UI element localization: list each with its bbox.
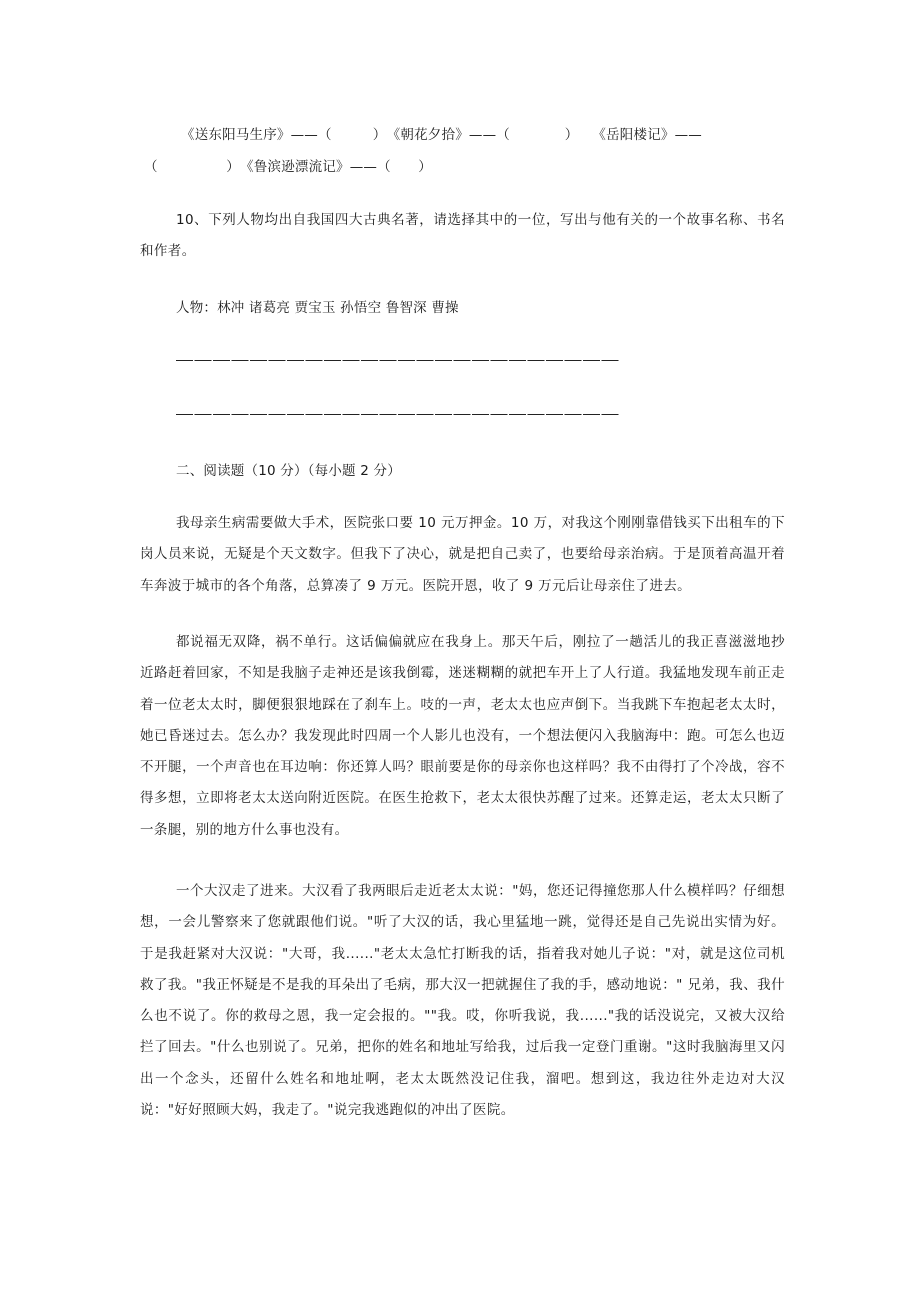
answer-line-2: [176, 414, 620, 415]
passage-paragraph-3: 一个大汉走了进来。大汉看了我两眼后走近老太太说："妈，您还记得撞您那人什么模样吗？仔细想想，一会儿警察来了您就跟他们说。"听了大汉的话，我心里猛地一跳，觉得还是自己先说出实情为好。于是我赶紧对大汉说："大哥，我......"老太太急忙打断我的话，指着我对她儿子说："对，就是这位司机救了我。"我正怀疑是不是我的耳朵出了毛病，那大汉一把就握住了我的手，感动地说：" 兄弟，我、我什么也不说了。你的救母之恩，我一定会报的。""我。哎，你听我说，我......"我的话没说完，又被大汉给拦了回去。"什么也别说了。兄弟，把你的姓名和地址写给我，过后我一定登门重谢。"这时我脑海里又闪出一个念头，还留什么姓名和地址啊，老太太既然没记住我，溜吧。想到这，我边往外走边对大汉说："好好照顾大妈，我走了。"说完我逃跑似的冲出了医院。: [140, 883, 785, 1119]
passage-paragraph-2: 都说福无双降，祸不单行。这话偏偏就应在我身上。那天午后，刚拉了一趟活儿的我正喜滋滋地抄近路赶着回家，不知是我脑子走神还是该我倒霉，迷迷糊糊的就把车开上了人行道。我猛地发现车前正走着一位老太太时，脚便狠狠地踩在了刹车上。吱的一声，老太太也应声倒下。当我跳下车抱起老太太时，她已昏迷过去。怎么办？我发现此时四周一个人影儿也没有，一个想法便闪入我脑海中：跑。可怎么也迈不开腿，一个声音也在耳边响：你还算人吗？眼前要是你的母亲你也这样吗？我不由得打了个冷战，容不得多想，立即将老太太送向附近医院。在医生抢救下，老太太很快苏醒了过来。还算走运，老太太只断了一条腿，别的地方什么事也没有。: [140, 634, 785, 838]
fill-blank-line-2: （ ） 《鲁滨逊漂流记》——（ ）: [144, 159, 432, 175]
question-10: 10、下列人物均出自我国四大古典名著，请选择其中的一位，写出与他有关的一个故事名称、书名和作者。: [140, 212, 785, 259]
character-list: 人物：林冲 诸葛亮 贾宝玉 孙悟空 鲁智深 曹操: [176, 300, 459, 316]
answer-line-1: [176, 360, 620, 361]
passage-paragraph-1: 我母亲生病需要做大手术，医院张口要 10 元万押金。10 万，对我这个刚刚靠借钱买下出租车的下岗人员来说，无疑是个天文数字。但我下了决心，就是把自己卖了，也要给母亲治病。于是顶着高温开着车奔波于城市的各个角落，总算凑了 9 万元。医院开恩，收了 9 万元后让母亲住了进去。: [140, 515, 785, 594]
fill-blank-line-1: 《送东阳马生序》——（ ） 《朝花夕拾》——（ ） 《岳阳楼记》——: [181, 127, 702, 143]
section-2-title: 二、阅读题（10 分）（每小题 2 分）: [176, 463, 401, 479]
